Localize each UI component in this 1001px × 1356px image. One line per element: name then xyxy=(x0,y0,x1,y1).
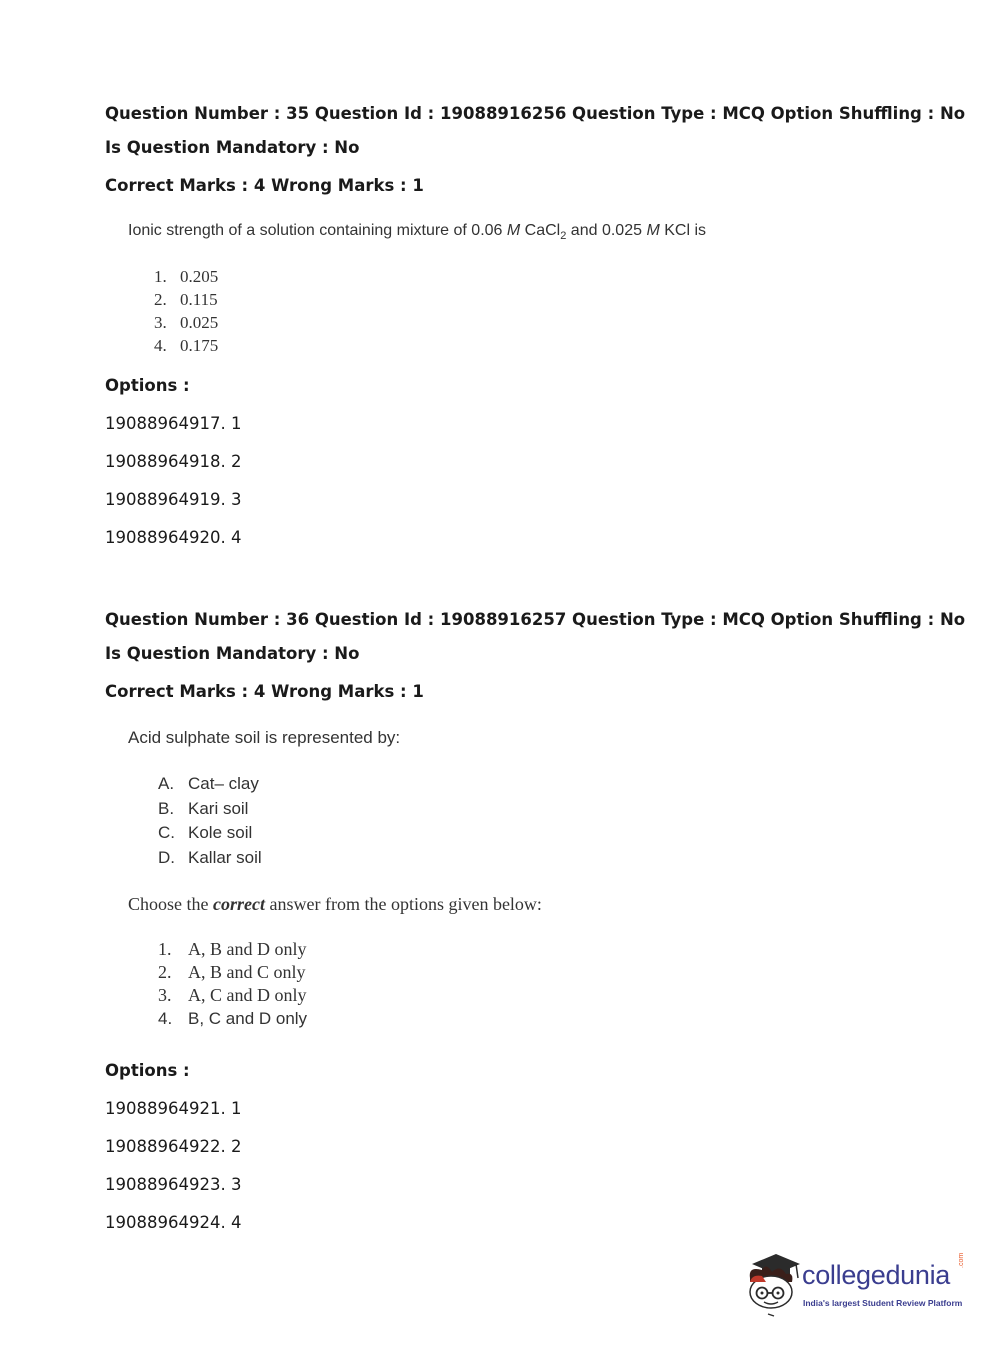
q36-option-3: 19088964923. 3 xyxy=(105,1175,242,1194)
q36-option-4: 19088964924. 4 xyxy=(105,1213,242,1232)
q36-instruction: Choose the correct answer from the options given below: xyxy=(128,894,542,914)
q35-question-stem: Ionic strength of a solution containing mixture of 0.06 M CaCl$_2$ and 0.025 M KCl is xyxy=(128,222,706,243)
q36-marks: Correct Marks : 4 Wrong Marks : 1 xyxy=(105,682,424,701)
q36-choice-4: 4. B, C and D only xyxy=(158,1009,308,1028)
q35-choice-4: 4. 0.175 xyxy=(154,336,219,355)
q36-question-stem: Acid sulphate soil is represented by: xyxy=(128,728,401,747)
logo-wordmark: collegedunia xyxy=(802,1260,951,1290)
collegedunia-logo xyxy=(742,1248,972,1320)
q35-meta-line: Question Number : 35 Question Id : 19088916256 Question Type : MCQ Option Shuffling : No xyxy=(105,104,966,123)
q36-item-c: C. Kole soil xyxy=(158,823,253,842)
q35-choice-1: 1. 0.205 xyxy=(154,267,219,286)
q35-choice-3: 3. 0.025 xyxy=(154,313,219,332)
q35-option-3: 19088964919. 3 xyxy=(105,490,242,509)
q36-option-1: 19088964921. 1 xyxy=(105,1099,242,1118)
q35-options-label: Options : xyxy=(105,376,190,395)
q36-option-2: 19088964922. 2 xyxy=(105,1137,242,1156)
q36-choice-2: 2. A, B and C only xyxy=(158,962,306,982)
q36-options-label: Options : xyxy=(105,1061,190,1080)
q35-mandatory: Is Question Mandatory : No xyxy=(105,138,360,157)
q36-item-a: A. Cat– clay xyxy=(158,774,259,793)
q36-choice-3: 3. A, C and D only xyxy=(158,985,307,1005)
q36-item-b: B. Kari soil xyxy=(158,799,249,818)
q36-meta-line: Question Number : 36 Question Id : 19088916257 Question Type : MCQ Option Shuffling : No xyxy=(105,610,966,629)
q36-mandatory: Is Question Mandatory : No xyxy=(105,644,360,663)
q35-marks: Correct Marks : 4 Wrong Marks : 1 xyxy=(105,176,424,195)
q35-option-2: 19088964918. 2 xyxy=(105,452,242,471)
logo-domain-suffix: .com xyxy=(958,1252,965,1268)
q36-choice-1: 1. A, B and D only xyxy=(158,939,307,959)
q35-choice-2: 2. 0.115 xyxy=(154,290,218,309)
q35-option-4: 19088964920. 4 xyxy=(105,528,242,547)
q36-item-d: D. Kallar soil xyxy=(158,848,262,867)
logo-tagline: India's largest Student Review Platform xyxy=(803,1298,963,1308)
mascot-icon xyxy=(742,1248,802,1320)
q35-option-1: 19088964917. 1 xyxy=(105,414,242,433)
